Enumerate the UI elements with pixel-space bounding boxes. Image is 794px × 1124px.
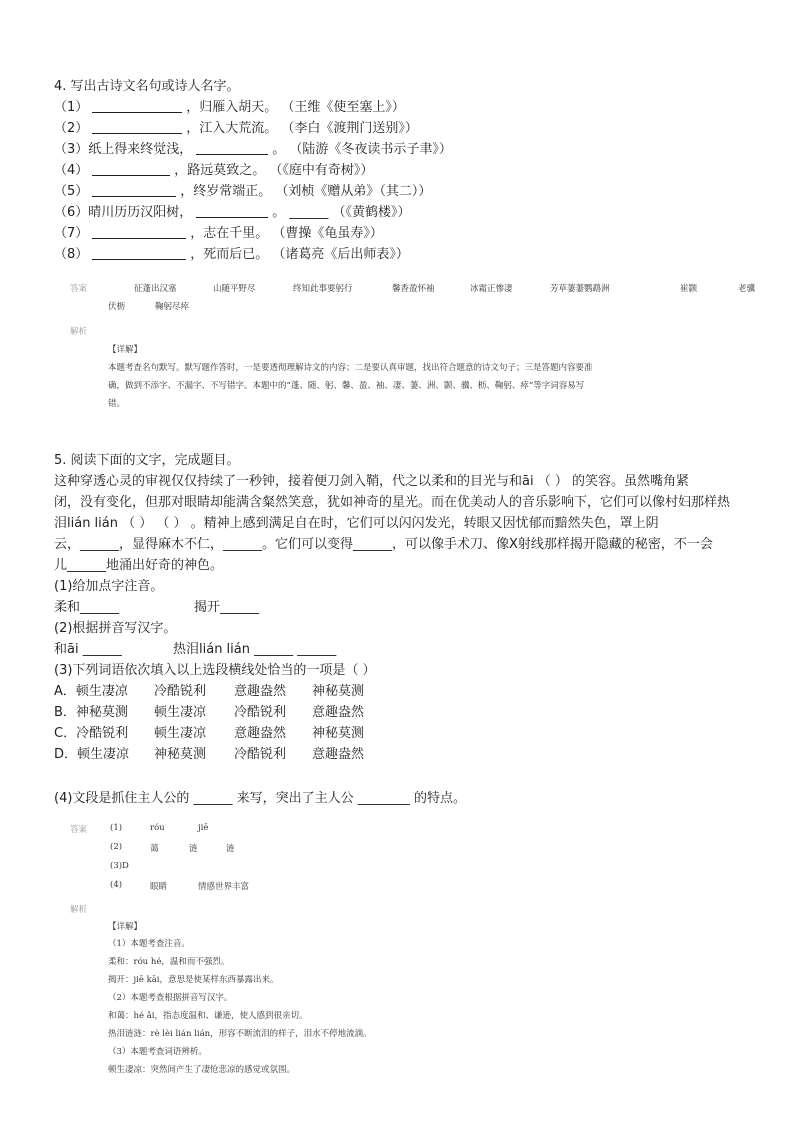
q4-line-num: （2） bbox=[54, 121, 89, 136]
q5-answer: 蔼 bbox=[150, 844, 159, 854]
q4-answer: 山随平野尽 bbox=[213, 284, 256, 294]
q5-detail-line: 和蔼：hé ǎi，指态度温和、谦逊，使人感到很亲切。 bbox=[108, 1011, 308, 1021]
q4-line bbox=[54, 118, 418, 139]
q4-line bbox=[54, 244, 409, 265]
q5-answer: 眼睛 bbox=[150, 882, 168, 892]
q5-answer: (2) bbox=[110, 842, 123, 852]
q5-sub4: (4)文段是抓住主人公的 ______ 来写，突出了主人公 ________ 的特点。 bbox=[54, 791, 466, 806]
q4-line-post: ，终岁常端正。 （刘桢《赠从弟》（其二）） bbox=[180, 184, 432, 199]
q5-detail-line: 顿生凄凉：突然间产生了凄怆悲凉的感觉或氛围。 bbox=[108, 1065, 296, 1075]
q5-sub2-item-2: 热泪lián lián ______ ______ bbox=[173, 642, 337, 657]
q4-line-num: （8） bbox=[54, 247, 89, 262]
q4-answer-label: 答案 bbox=[70, 284, 88, 294]
q4-line-num: （7） bbox=[54, 226, 89, 241]
q5-answer-label: 答案 bbox=[70, 825, 88, 835]
q5-option-cell: 顿生凄凉 bbox=[154, 705, 207, 720]
q4-line bbox=[54, 202, 411, 223]
q4-line bbox=[54, 181, 431, 202]
q5-answer: róu bbox=[150, 823, 165, 833]
q4-line-num: （1） bbox=[54, 100, 89, 115]
q5-detail-line: （2）本题考查根据拼音写汉字。 bbox=[108, 993, 233, 1003]
q4-answer: 老骥 bbox=[738, 284, 756, 294]
q5-answer: 涟 bbox=[189, 844, 198, 854]
q4-line-post: 。 （陆游《冬夜读书示子聿》） bbox=[272, 142, 452, 157]
q4-line-pre: 纸上得来终觉浅， bbox=[88, 142, 193, 157]
q5-option-cell: D．顿生凄凉 bbox=[54, 747, 130, 762]
q4-answer: 馨香盈怀袖 bbox=[392, 284, 435, 294]
answer-blank bbox=[92, 98, 182, 113]
q5-sub2-item-1: 和āi ______ bbox=[54, 642, 122, 657]
q5-detail-line: （3）本题考查词语辨析。 bbox=[108, 1047, 207, 1057]
q4-line bbox=[54, 97, 405, 118]
q5-sub3: (3)下列词语依次填入以上选段横线处恰当的一项是（ ） bbox=[54, 663, 376, 678]
q4-line bbox=[54, 160, 373, 181]
q4-answer: 伏枥 bbox=[108, 302, 126, 312]
answer-blank bbox=[92, 119, 182, 134]
q5-passage-line: 云，______，显得麻木不仁，______。它们可以变得______，可以像手术刀、像X射线那样揭开隐藏的秘密，不一会 bbox=[54, 537, 713, 552]
q4-line-num: （5） bbox=[54, 184, 89, 199]
q5-option-cell: 意趣盎然 bbox=[312, 705, 365, 720]
answer-blank bbox=[92, 161, 170, 176]
q4-line-post: ，志在千里。 （曹操《龟虽寿》） bbox=[190, 226, 383, 241]
q4-line bbox=[54, 139, 452, 160]
q4-answer: 崔颢 bbox=[680, 284, 698, 294]
q5-sub1: (1)给加点字注音。 bbox=[54, 579, 164, 594]
answer-blank bbox=[92, 245, 186, 260]
q4-line-num: （4） bbox=[54, 163, 89, 178]
q5-option-cell: 冷酷锐利 bbox=[154, 684, 207, 699]
answer-blank bbox=[196, 140, 268, 155]
q4-line-post: 。 ______ （《黄鹤楼》） bbox=[272, 205, 411, 220]
q4-detail-line: 确，做到不添字、不漏字、不写错字。本题中的“蓬、随、躬、馨、盈、袖、凄、萋、洲、颢、骥、枥、鞠躬、瘁”等字词容易写 bbox=[108, 381, 585, 391]
q5-passage-line: 儿______地涌出好奇的神色。 bbox=[54, 558, 224, 573]
q4-title: 4. 写出古诗文名句或诗人名字。 bbox=[54, 79, 240, 94]
q5-option-cell: 意趣盎然 bbox=[312, 747, 365, 762]
q5-option-cell: 冷酷锐利 bbox=[234, 747, 287, 762]
q5-option-cell: 神秘莫测 bbox=[154, 747, 207, 762]
q5-option-cell: 神秘莫测 bbox=[312, 726, 365, 741]
answer-blank bbox=[92, 224, 186, 239]
q5-option-cell: 神秘莫测 bbox=[312, 684, 365, 699]
q5-detail-title: 【详解】 bbox=[108, 922, 143, 932]
q4-line-post: ，归雁入胡天。 （王维《使至塞上》） bbox=[186, 100, 405, 115]
q5-detail-line: 热泪涟涟：rè lèi lián lián，形容不断流泪的样子，泪水不停地流淌。 bbox=[108, 1029, 372, 1039]
q4-answer: 终知此事要躬行 bbox=[293, 284, 353, 294]
q5-detail-line: （1）本题考查注音。 bbox=[108, 939, 190, 949]
q5-option-cell: 意趣盎然 bbox=[234, 684, 287, 699]
q5-option-cell: 冷酷锐利 bbox=[234, 705, 287, 720]
q4-detail-line: 错。 bbox=[108, 399, 126, 409]
q5-sub1-item-1: 柔和______ bbox=[54, 600, 120, 615]
q5-detail-line: 揭开：jiē kāi，意思是使某样东西暴露出来。 bbox=[108, 975, 279, 985]
q4-line-num: （6） bbox=[54, 205, 89, 220]
q5-option-cell: A．顿生凄凉 bbox=[54, 684, 128, 699]
q5-option-cell: B．神秘莫测 bbox=[54, 705, 128, 720]
q5-answer: 情感世界丰富 bbox=[198, 882, 250, 892]
q5-title: 5. 阅读下面的文字，完成题目。 bbox=[54, 453, 240, 468]
q5-option-cell: 顿生凄凉 bbox=[154, 726, 207, 741]
q4-answer: 芳草萋萋鹦鹉洲 bbox=[550, 284, 610, 294]
answer-blank bbox=[196, 203, 268, 218]
q4-detail-title: 【详解】 bbox=[108, 345, 143, 355]
q5-answer: 涟 bbox=[226, 844, 235, 854]
q5-sub1-item-2: 揭开______ bbox=[194, 600, 260, 615]
q4-detail-line: 本题考查名句默写。默写题作答时，一是要透彻理解诗文的内容；二是要认真审题，找出符合题意的诗文句子；三是答题内容要准 bbox=[108, 363, 593, 373]
q5-passage-line: 这种穿透心灵的审视仅仅持续了一秒钟，接着便刀剑入鞘，代之以柔和的目光与和āi （ ） 的笑容。虽然嘴角紧 bbox=[54, 474, 689, 489]
q4-line-post: ，江入大荒流。 （李白《渡荆门送别》） bbox=[186, 121, 418, 136]
q5-answer: (1) bbox=[110, 823, 123, 833]
q5-option-cell: C．冷酷锐利 bbox=[54, 726, 129, 741]
q5-analysis-label: 解析 bbox=[70, 905, 88, 915]
q5-detail-line: 柔和：róu hé，温和而不强烈。 bbox=[108, 957, 230, 967]
q4-analysis-label: 解析 bbox=[70, 327, 88, 337]
q4-line-post: ，死而后已。 （诸葛亮《后出师表》） bbox=[190, 247, 409, 262]
q5-option-cell: 意趣盎然 bbox=[234, 726, 287, 741]
q4-line-num: （3） bbox=[54, 142, 89, 157]
q5-answer: (4) bbox=[110, 880, 123, 890]
q4-line-post: ，路远莫致之。 （《庭中有奇树》） bbox=[174, 163, 374, 178]
q5-sub2: (2)根据拼音写汉字。 bbox=[54, 621, 177, 636]
q4-line bbox=[54, 223, 383, 244]
q4-answer: 鞠躬尽瘁 bbox=[155, 302, 190, 312]
q4-line-pre: 晴川历历汉阳树， bbox=[88, 205, 193, 220]
q5-passage-line: 泪lián lián （ ） （ ） 。精神上感到满足自在时，它们可以闪闪发光，转眼又因忧郁而黯然失色，罩上阴 bbox=[54, 516, 659, 531]
q4-answer: 冰霜正惨凄 bbox=[470, 284, 513, 294]
q5-answer: (3)D bbox=[110, 861, 129, 871]
q4-answer: 征蓬出汉塞 bbox=[134, 284, 177, 294]
q5-answer: jiē bbox=[198, 823, 209, 833]
answer-blank bbox=[92, 182, 176, 197]
q5-passage-line: 闭，没有变化，但那对眼睛却能满含粲然笑意，犹如神奇的星光。而在优美动人的音乐影响下，它们可以像村妇那样热 bbox=[54, 495, 731, 510]
